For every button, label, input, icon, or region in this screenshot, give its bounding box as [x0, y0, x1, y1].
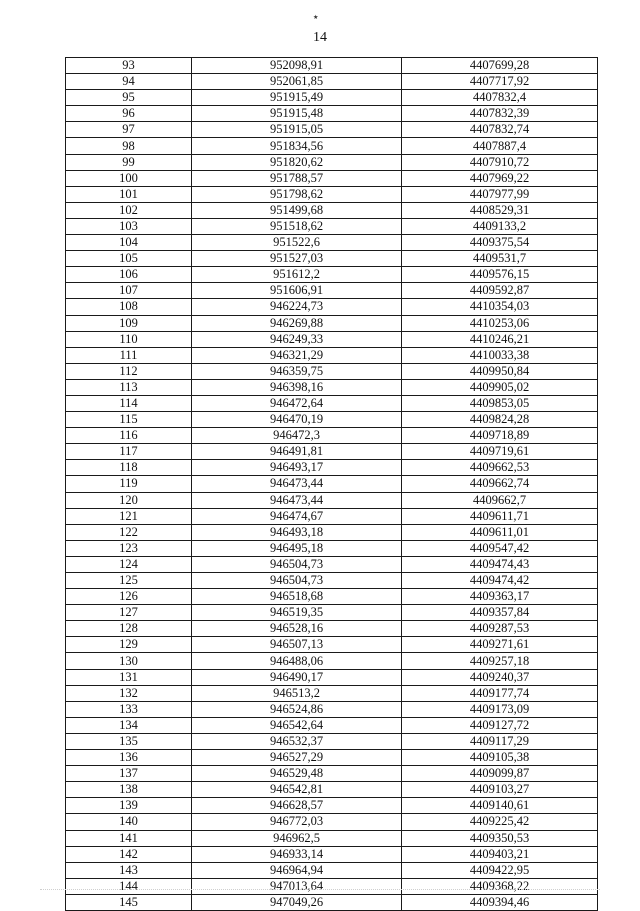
y-coordinate-cell: 4409240,37 — [402, 669, 598, 685]
table-row — [66, 524, 598, 540]
scan-noise — [40, 889, 600, 891]
x-coordinate-cell: 946772,03 — [192, 814, 402, 830]
x-coordinate-cell: 946507,13 — [192, 637, 402, 653]
y-coordinate-cell: 4410253,06 — [402, 315, 598, 331]
table-row — [66, 717, 598, 733]
y-coordinate-cell: 4409368,22 — [402, 878, 598, 894]
table-row — [66, 218, 598, 234]
x-coordinate-cell: 951915,05 — [192, 122, 402, 138]
point-number-cell: 131 — [66, 669, 192, 685]
table-row — [66, 782, 598, 798]
y-coordinate-cell: 4409950,84 — [402, 363, 598, 379]
point-number-cell: 124 — [66, 556, 192, 572]
point-number-cell: 93 — [66, 58, 192, 74]
y-coordinate-cell: 4409905,02 — [402, 379, 598, 395]
x-coordinate-cell: 951499,68 — [192, 202, 402, 218]
y-coordinate-cell: 4409547,42 — [402, 540, 598, 556]
table-row — [66, 492, 598, 508]
x-coordinate-cell: 946513,2 — [192, 685, 402, 701]
x-coordinate-cell: 951915,49 — [192, 90, 402, 106]
y-coordinate-cell: 4410033,38 — [402, 347, 598, 363]
x-coordinate-cell: 951915,48 — [192, 106, 402, 122]
x-coordinate-cell: 946529,48 — [192, 766, 402, 782]
point-number-cell: 95 — [66, 90, 192, 106]
point-number-cell: 111 — [66, 347, 192, 363]
x-coordinate-cell: 946249,33 — [192, 331, 402, 347]
x-coordinate-cell: 946491,81 — [192, 444, 402, 460]
y-coordinate-cell: 4409350,53 — [402, 830, 598, 846]
table-row — [66, 814, 598, 830]
table-row — [66, 138, 598, 154]
table-row — [66, 122, 598, 138]
point-number-cell: 119 — [66, 476, 192, 492]
y-coordinate-cell: 4409140,61 — [402, 798, 598, 814]
x-coordinate-cell: 946473,44 — [192, 476, 402, 492]
y-coordinate-cell: 4409225,42 — [402, 814, 598, 830]
point-number-cell: 118 — [66, 460, 192, 476]
x-coordinate-cell: 946321,29 — [192, 347, 402, 363]
point-number-cell: 96 — [66, 106, 192, 122]
table-row — [66, 862, 598, 878]
x-coordinate-cell: 946964,94 — [192, 862, 402, 878]
y-coordinate-cell: 4409474,43 — [402, 556, 598, 572]
point-number-cell: 107 — [66, 283, 192, 299]
point-number-cell: 113 — [66, 379, 192, 395]
table-row — [66, 846, 598, 862]
x-coordinate-cell: 946518,68 — [192, 589, 402, 605]
table-row — [66, 894, 598, 910]
y-coordinate-cell: 4409117,29 — [402, 733, 598, 749]
x-coordinate-cell: 946542,64 — [192, 717, 402, 733]
table-row — [66, 58, 598, 74]
table-row — [66, 299, 598, 315]
point-number-cell: 108 — [66, 299, 192, 315]
point-number-cell: 129 — [66, 637, 192, 653]
x-coordinate-cell: 946504,73 — [192, 556, 402, 572]
point-number-cell: 110 — [66, 331, 192, 347]
x-coordinate-cell: 946473,44 — [192, 492, 402, 508]
y-coordinate-cell: 4409133,2 — [402, 218, 598, 234]
table-row — [66, 347, 598, 363]
x-coordinate-cell: 946519,35 — [192, 605, 402, 621]
y-coordinate-cell: 4409531,7 — [402, 251, 598, 267]
y-coordinate-cell: 4407887,4 — [402, 138, 598, 154]
table-row — [66, 444, 598, 460]
x-coordinate-cell: 946933,14 — [192, 846, 402, 862]
y-coordinate-cell: 4407832,4 — [402, 90, 598, 106]
y-coordinate-cell: 4409824,28 — [402, 412, 598, 428]
x-coordinate-cell: 952098,91 — [192, 58, 402, 74]
x-coordinate-cell: 946495,18 — [192, 540, 402, 556]
y-coordinate-cell: 4409103,27 — [402, 782, 598, 798]
table-row — [66, 460, 598, 476]
point-number-cell: 140 — [66, 814, 192, 830]
table-row — [66, 379, 598, 395]
point-number-cell: 103 — [66, 218, 192, 234]
point-number-cell: 134 — [66, 717, 192, 733]
table-row — [66, 235, 598, 251]
table-row — [66, 556, 598, 572]
table-row — [66, 701, 598, 717]
y-coordinate-cell: 4410354,03 — [402, 299, 598, 315]
y-coordinate-cell: 4409173,09 — [402, 701, 598, 717]
x-coordinate-cell: 946493,18 — [192, 524, 402, 540]
x-coordinate-cell: 946628,57 — [192, 798, 402, 814]
y-coordinate-cell: 4407977,99 — [402, 186, 598, 202]
y-coordinate-cell: 4409853,05 — [402, 395, 598, 411]
x-coordinate-cell: 952061,85 — [192, 74, 402, 90]
point-number-cell: 122 — [66, 524, 192, 540]
x-coordinate-cell: 946524,86 — [192, 701, 402, 717]
point-number-cell: 125 — [66, 573, 192, 589]
y-coordinate-cell: 4410246,21 — [402, 331, 598, 347]
y-coordinate-cell: 4409375,54 — [402, 235, 598, 251]
y-coordinate-cell: 4409127,72 — [402, 717, 598, 733]
x-coordinate-cell: 946528,16 — [192, 621, 402, 637]
table-row — [66, 267, 598, 283]
table-row — [66, 878, 598, 894]
y-coordinate-cell: 4409257,18 — [402, 653, 598, 669]
x-coordinate-cell: 946490,17 — [192, 669, 402, 685]
y-coordinate-cell: 4407969,22 — [402, 170, 598, 186]
y-coordinate-cell: 4409662,53 — [402, 460, 598, 476]
x-coordinate-cell: 951788,57 — [192, 170, 402, 186]
point-number-cell: 97 — [66, 122, 192, 138]
y-coordinate-cell: 4408529,31 — [402, 202, 598, 218]
table-row — [66, 90, 598, 106]
point-number-cell: 142 — [66, 846, 192, 862]
x-coordinate-cell: 951834,56 — [192, 138, 402, 154]
table-row — [66, 186, 598, 202]
table-row — [66, 428, 598, 444]
table-row — [66, 170, 598, 186]
table-row — [66, 476, 598, 492]
table-row — [66, 395, 598, 411]
x-coordinate-cell: 947013,64 — [192, 878, 402, 894]
y-coordinate-cell: 4409662,7 — [402, 492, 598, 508]
x-coordinate-cell: 946470,19 — [192, 412, 402, 428]
x-coordinate-cell: 947049,26 — [192, 894, 402, 910]
table-row — [66, 750, 598, 766]
point-number-cell: 145 — [66, 894, 192, 910]
table-row — [66, 331, 598, 347]
y-coordinate-cell: 4409662,74 — [402, 476, 598, 492]
y-coordinate-cell: 4409611,01 — [402, 524, 598, 540]
y-coordinate-cell: 4407832,39 — [402, 106, 598, 122]
y-coordinate-cell: 4409719,61 — [402, 444, 598, 460]
point-number-cell: 132 — [66, 685, 192, 701]
x-coordinate-cell: 946472,3 — [192, 428, 402, 444]
point-number-cell: 101 — [66, 186, 192, 202]
table-row — [66, 605, 598, 621]
point-number-cell: 116 — [66, 428, 192, 444]
x-coordinate-cell: 951518,62 — [192, 218, 402, 234]
point-number-cell: 139 — [66, 798, 192, 814]
table-row — [66, 106, 598, 122]
x-coordinate-cell: 946488,06 — [192, 653, 402, 669]
point-number-cell: 99 — [66, 154, 192, 170]
x-coordinate-cell: 946542,81 — [192, 782, 402, 798]
point-number-cell: 130 — [66, 653, 192, 669]
table-row — [66, 251, 598, 267]
point-number-cell: 117 — [66, 444, 192, 460]
x-coordinate-cell: 946532,37 — [192, 733, 402, 749]
y-coordinate-cell: 4407910,72 — [402, 154, 598, 170]
point-number-cell: 143 — [66, 862, 192, 878]
y-coordinate-cell: 4409287,53 — [402, 621, 598, 637]
x-coordinate-cell: 951522,6 — [192, 235, 402, 251]
point-number-cell: 105 — [66, 251, 192, 267]
coordinates-table-body — [66, 58, 598, 911]
y-coordinate-cell: 4409611,71 — [402, 508, 598, 524]
table-row — [66, 621, 598, 637]
y-coordinate-cell: 4409403,21 — [402, 846, 598, 862]
table-row — [66, 766, 598, 782]
table-row — [66, 202, 598, 218]
y-coordinate-cell: 4409422,95 — [402, 862, 598, 878]
table-row — [66, 685, 598, 701]
point-number-cell: 141 — [66, 830, 192, 846]
point-number-cell: 135 — [66, 733, 192, 749]
y-coordinate-cell: 4409105,38 — [402, 750, 598, 766]
point-number-cell: 121 — [66, 508, 192, 524]
table-row — [66, 74, 598, 90]
point-number-cell: 126 — [66, 589, 192, 605]
x-coordinate-cell: 946398,16 — [192, 379, 402, 395]
table-row — [66, 315, 598, 331]
point-number-cell: 128 — [66, 621, 192, 637]
point-number-cell: 136 — [66, 750, 192, 766]
y-coordinate-cell: 4409592,87 — [402, 283, 598, 299]
x-coordinate-cell: 946493,17 — [192, 460, 402, 476]
table-row — [66, 412, 598, 428]
table-row — [66, 540, 598, 556]
x-coordinate-cell: 951606,91 — [192, 283, 402, 299]
x-coordinate-cell: 951820,62 — [192, 154, 402, 170]
x-coordinate-cell: 946962,5 — [192, 830, 402, 846]
x-coordinate-cell: 946474,67 — [192, 508, 402, 524]
x-coordinate-cell: 951612,2 — [192, 267, 402, 283]
table-row — [66, 283, 598, 299]
y-coordinate-cell: 4409177,74 — [402, 685, 598, 701]
point-number-cell: 112 — [66, 363, 192, 379]
point-number-cell: 98 — [66, 138, 192, 154]
point-number-cell: 100 — [66, 170, 192, 186]
table-row — [66, 830, 598, 846]
page-number: 14 — [313, 30, 327, 45]
point-number-cell: 109 — [66, 315, 192, 331]
y-coordinate-cell: 4409271,61 — [402, 637, 598, 653]
point-number-cell: 123 — [66, 540, 192, 556]
point-number-cell: 138 — [66, 782, 192, 798]
scan-mark: ٭ — [313, 12, 319, 23]
table-row — [66, 573, 598, 589]
x-coordinate-cell: 951798,62 — [192, 186, 402, 202]
x-coordinate-cell: 946527,29 — [192, 750, 402, 766]
point-number-cell: 106 — [66, 267, 192, 283]
point-number-cell: 104 — [66, 235, 192, 251]
y-coordinate-cell: 4407717,92 — [402, 74, 598, 90]
point-number-cell: 127 — [66, 605, 192, 621]
table-row — [66, 363, 598, 379]
x-coordinate-cell: 951527,03 — [192, 251, 402, 267]
point-number-cell: 114 — [66, 395, 192, 411]
point-number-cell: 115 — [66, 412, 192, 428]
table-row — [66, 637, 598, 653]
x-coordinate-cell: 946269,88 — [192, 315, 402, 331]
table-row — [66, 653, 598, 669]
point-number-cell: 144 — [66, 878, 192, 894]
y-coordinate-cell: 4409357,84 — [402, 605, 598, 621]
table-row — [66, 589, 598, 605]
x-coordinate-cell: 946359,75 — [192, 363, 402, 379]
coordinates-table — [65, 57, 598, 911]
y-coordinate-cell: 4409363,17 — [402, 589, 598, 605]
table-row — [66, 508, 598, 524]
point-number-cell: 94 — [66, 74, 192, 90]
y-coordinate-cell: 4409474,42 — [402, 573, 598, 589]
table-row — [66, 154, 598, 170]
table-row — [66, 798, 598, 814]
y-coordinate-cell: 4409099,87 — [402, 766, 598, 782]
point-number-cell: 102 — [66, 202, 192, 218]
table-row — [66, 733, 598, 749]
point-number-cell: 133 — [66, 701, 192, 717]
table-row — [66, 669, 598, 685]
y-coordinate-cell: 4409718,89 — [402, 428, 598, 444]
y-coordinate-cell: 4409576,15 — [402, 267, 598, 283]
y-coordinate-cell: 4407699,28 — [402, 58, 598, 74]
y-coordinate-cell: 4409394,46 — [402, 894, 598, 910]
point-number-cell: 120 — [66, 492, 192, 508]
x-coordinate-cell: 946504,73 — [192, 573, 402, 589]
y-coordinate-cell: 4407832,74 — [402, 122, 598, 138]
point-number-cell: 137 — [66, 766, 192, 782]
x-coordinate-cell: 946224,73 — [192, 299, 402, 315]
x-coordinate-cell: 946472,64 — [192, 395, 402, 411]
